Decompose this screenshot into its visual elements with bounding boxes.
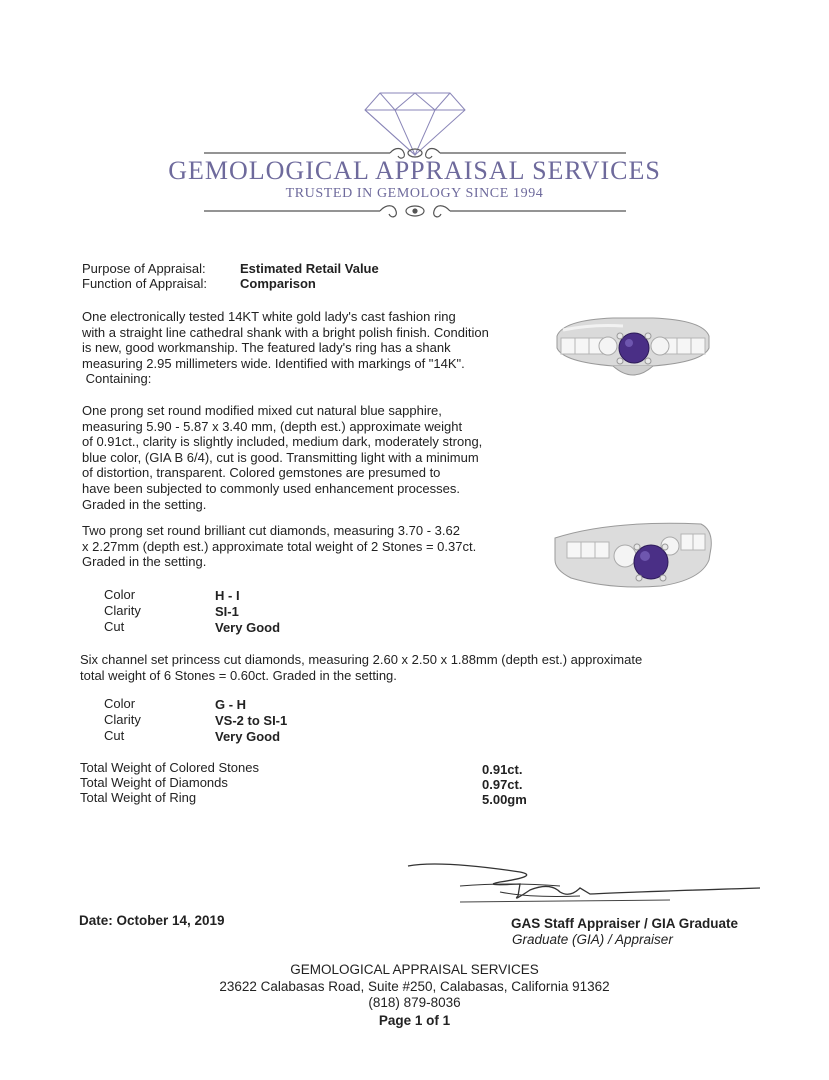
function-value: Comparison — [240, 276, 316, 291]
grade-label: Clarity — [104, 603, 141, 618]
text-line: have been subjected to commonly used enhancement processes. — [82, 480, 460, 496]
text-line: with a straight line cathedral shank with a bright polish finish. Condition — [82, 324, 489, 340]
sapphire-description — [82, 403, 482, 512]
princess-diamonds-description — [80, 652, 642, 683]
grade-label: Cut — [104, 728, 125, 743]
text-line: One electronically tested 14KT white gold lady's cast fashion ring — [82, 309, 456, 324]
text-line: One prong set round modified mixed cut natural blue sapphire, — [82, 403, 442, 418]
ornament-bottom — [204, 206, 626, 217]
text-line: Six channel set princess cut diamonds, measuring 2.60 x 2.50 x 1.88mm (depth est.) approximate — [80, 652, 643, 667]
grade-label: Color — [104, 587, 136, 602]
grade-value: G - H — [215, 697, 247, 712]
purpose-value: Estimated Retail Value — [240, 261, 379, 276]
text-line: Two prong set round brilliant cut diamonds, measuring 3.70 - 3.62 — [82, 523, 460, 538]
appraiser-title: GAS Staff Appraiser / GIA Graduate — [511, 916, 739, 931]
text-line: Graded in the setting. — [82, 496, 207, 512]
appraisal-date: Date: October 14, 2019 — [79, 913, 225, 928]
footer-company: GEMOLOGICAL APPRAISAL SERVICES — [290, 962, 539, 977]
grade-label: Cut — [104, 619, 125, 634]
ring-description — [82, 309, 489, 387]
total-label: Total Weight of Colored Stones — [80, 760, 259, 775]
grade-value: VS-2 to SI-1 — [215, 713, 288, 728]
text-line: is new, good workmanship. The featured lady's ring has a shank — [82, 340, 451, 356]
diamond-icon — [365, 93, 465, 155]
total-value: 0.91ct. — [482, 762, 523, 777]
footer-phone: (818) 879-8036 — [368, 995, 461, 1010]
grade-value: SI-1 — [215, 604, 239, 619]
text-line: blue color, (GIA B 6/4), cut is good. Transmitting light with a minimum — [82, 449, 479, 465]
total-value: 0.97ct. — [482, 777, 523, 792]
text-line: measuring 5.90 - 5.87 x 3.40 mm, (depth est.) approximate weight — [82, 418, 463, 434]
total-label: Total Weight of Diamonds — [80, 775, 228, 790]
text-line: x 2.27mm (depth est.) approximate total weight of 2 Stones = 0.37ct. — [82, 538, 477, 554]
grade-label: Color — [104, 696, 136, 711]
company-tagline: TRUSTED IN GEMOLOGY SINCE 1994 — [285, 186, 544, 201]
text-line: of distortion, transparent. Colored gemstones are presumed to — [82, 465, 441, 481]
footer-address: 23622 Calabasas Road, Suite #250, Calabasas, California 91362 — [219, 979, 610, 994]
total-label: Total Weight of Ring — [80, 790, 197, 805]
text-line: Graded in the setting. — [82, 554, 207, 570]
page-number: Page 1 of 1 — [378, 1013, 451, 1028]
function-label: Function of Appraisal: — [82, 276, 208, 291]
grade-value: Very Good — [215, 620, 281, 635]
company-name: GEMOLOGICAL APPRAISAL SERVICES — [168, 156, 661, 185]
appraiser-subtitle: Graduate (GIA) / Appraiser — [512, 932, 673, 947]
grade-value: Very Good — [215, 729, 281, 744]
grade-value: H - I — [215, 588, 240, 603]
total-value: 5.00gm — [482, 792, 527, 807]
text-line: of 0.91ct., clarity is slightly included, medium dark, moderately strong, — [82, 434, 483, 450]
purpose-label: Purpose of Appraisal: — [82, 261, 206, 276]
appraiser-signature — [400, 852, 770, 912]
ring-photo-front — [553, 306, 713, 386]
text-line: Containing: — [82, 371, 152, 387]
ring-photo-angle — [551, 520, 716, 605]
grade-label: Clarity — [104, 712, 141, 727]
text-line: total weight of 6 Stones = 0.60ct. Graded in the setting. — [80, 667, 397, 683]
text-line: measuring 2.95 millimeters wide. Identified with markings of "14K". — [82, 355, 465, 371]
round-diamonds-description — [82, 523, 476, 570]
